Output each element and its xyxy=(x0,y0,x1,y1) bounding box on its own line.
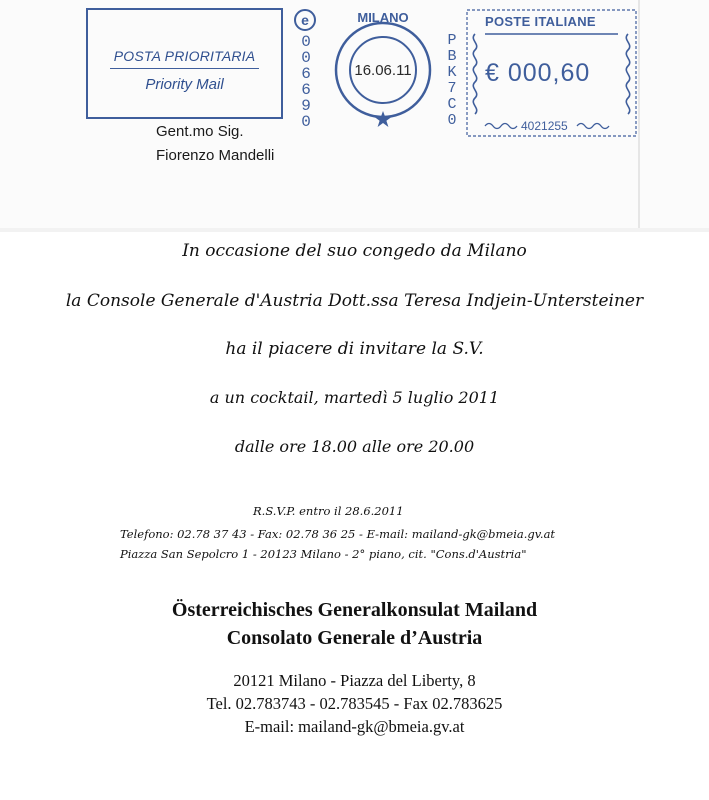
meter-title: POSTE ITALIANE xyxy=(485,14,596,29)
priority-mail-label xyxy=(86,8,283,119)
recipient-name: Fiorenzo Mandelli xyxy=(156,147,275,164)
consulate-address: 20121 Milano - Piazza del Liberty, 8 xyxy=(233,671,476,690)
invitation-line-5: dalle ore 18.00 alle ore 20.00 xyxy=(234,437,475,456)
envelope-edge xyxy=(638,0,640,232)
vertical-code-digits xyxy=(298,34,314,130)
recipient-salutation: Gent.mo Sig. xyxy=(156,123,244,140)
consulate-name-de: Österreichisches Generalkonsulat Mailand xyxy=(171,599,538,621)
divider xyxy=(110,68,259,69)
priority-label-it: POSTA PRIORITARIA xyxy=(113,48,256,64)
code-digit: 6 xyxy=(301,81,311,99)
priority-label-en: Priority Mail xyxy=(145,76,224,93)
code-digit: 0 xyxy=(301,33,311,51)
code-digit: 9 xyxy=(301,97,311,115)
code-digit: 0 xyxy=(301,49,311,67)
postage-meter-stamp xyxy=(465,8,638,138)
consulate-name-it: Consolato Generale d’Austria xyxy=(226,627,483,649)
code-char: C xyxy=(447,96,457,113)
envelope-bottom-edge xyxy=(0,228,709,232)
invitation-line-3: ha il piacere di invitare la S.V. xyxy=(225,339,484,359)
postmark-date: 16.06.11 xyxy=(354,62,412,79)
rsvp-address: Piazza San Sepolcro 1 - 20123 Milano - 2° piano, cit. "Cons.d'Austria" xyxy=(120,547,527,561)
code-char: 0 xyxy=(447,112,457,129)
postmark-vertical-code xyxy=(444,33,460,129)
postage-amount: € 000,60 xyxy=(485,59,591,87)
code-char: 7 xyxy=(447,80,457,97)
meter-id: 4021255 xyxy=(521,119,568,133)
postmark-city: MILANO xyxy=(357,10,409,25)
code-digit: 0 xyxy=(301,113,311,131)
e-circle-icon: e xyxy=(294,9,316,31)
postmark xyxy=(333,10,433,130)
rsvp-contacts: Telefono: 02.78 37 43 - Fax: 02.78 36 25 - E-mail: mailand-gk@bmeia.gv.at xyxy=(120,527,556,541)
code-char: K xyxy=(447,64,457,81)
invitation-line-2: la Console Generale d'Austria Dott.ssa Teresa Indjein-Untersteiner xyxy=(65,291,644,311)
code-digit: 6 xyxy=(301,65,311,83)
invitation-line-1: In occasione del suo congedo da Milano xyxy=(182,241,527,261)
rsvp-deadline: R.S.V.P. entro il 28.6.2011 xyxy=(253,504,404,518)
envelope xyxy=(0,0,709,232)
code-char: P xyxy=(447,32,457,49)
invitation-line-4: a un cocktail, martedì 5 luglio 2011 xyxy=(209,388,500,407)
consulate-phones: Tel. 02.783743 - 02.783545 - Fax 02.783625 xyxy=(206,694,503,713)
consulate-email: E-mail: mailand-gk@bmeia.gv.at xyxy=(244,717,465,736)
code-char: B xyxy=(447,48,457,65)
